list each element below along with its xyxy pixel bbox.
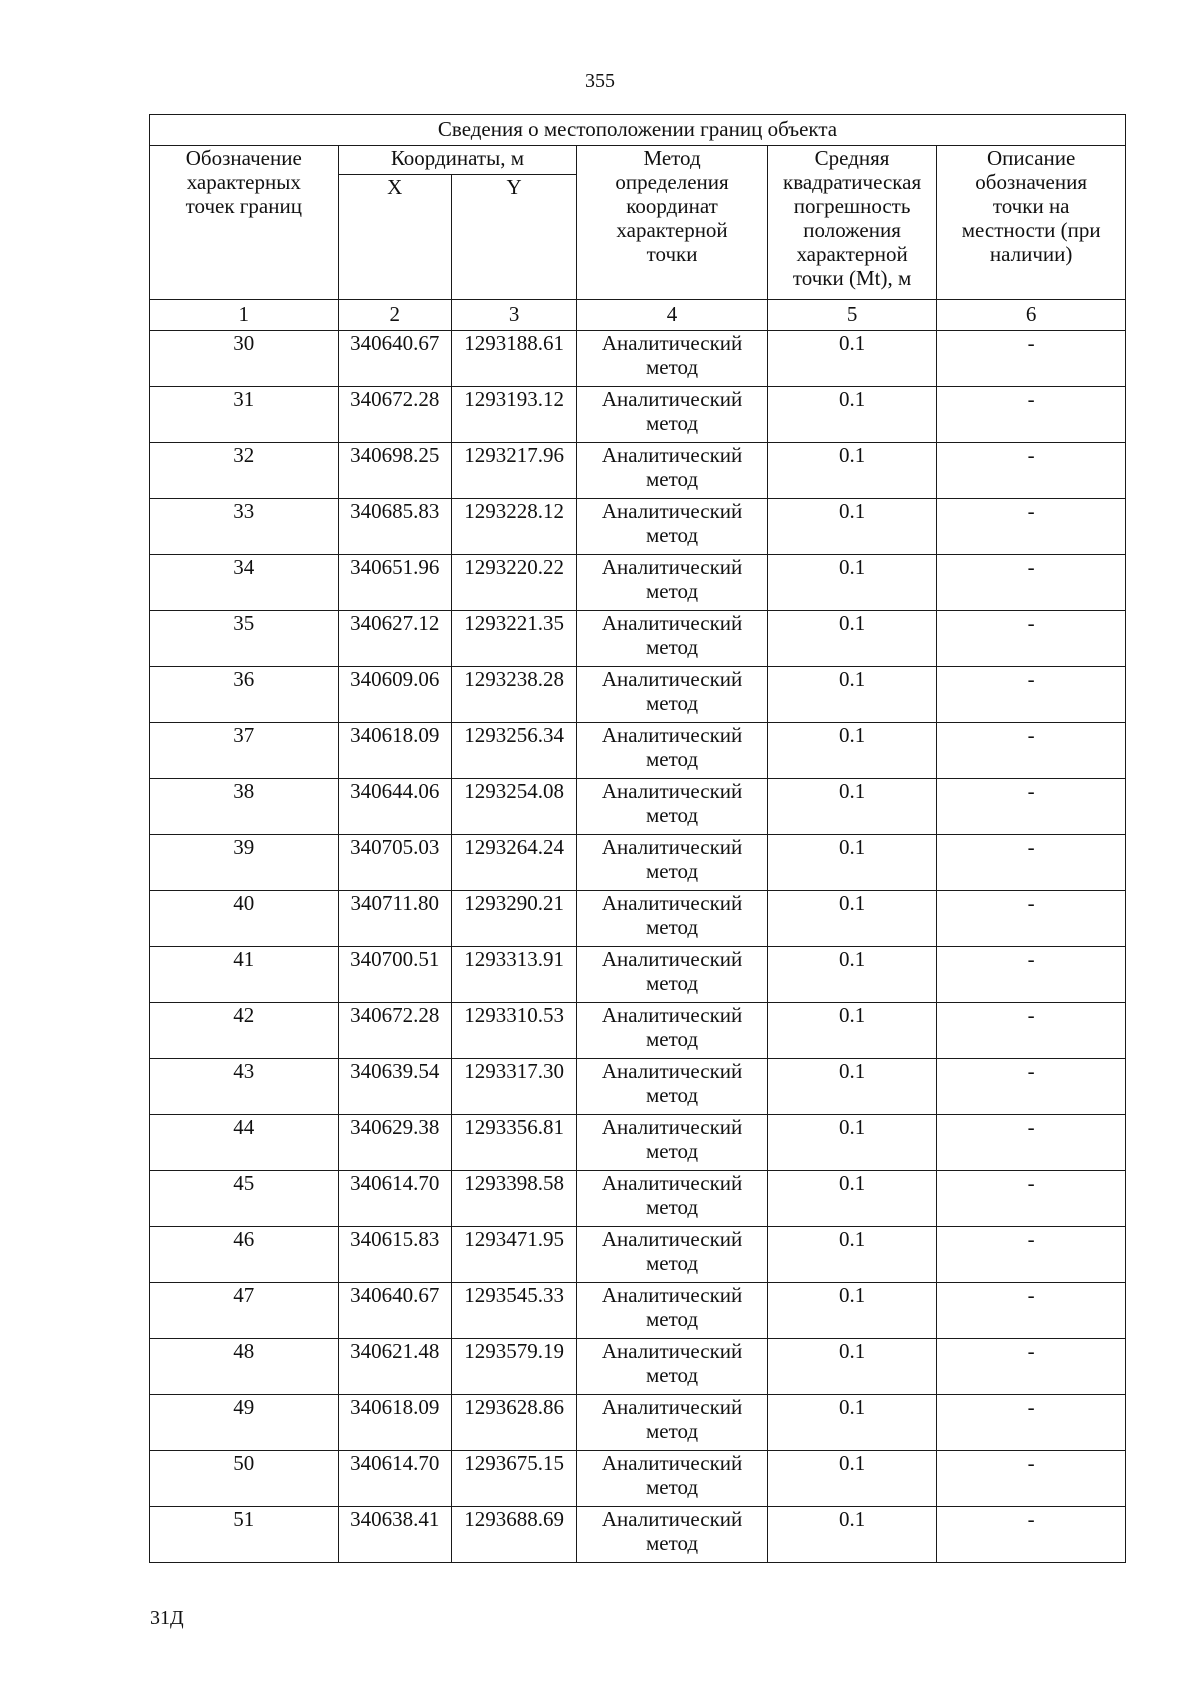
- table-row: [150, 1059, 1126, 1115]
- cell-x: 340651.96: [338, 555, 451, 611]
- cell-y: 1293398.58: [451, 1171, 576, 1227]
- cell-y: 1293256.34: [451, 723, 576, 779]
- cell-method: [577, 947, 768, 1003]
- cell-x: 340711.80: [338, 891, 451, 947]
- cell-method: [577, 1171, 768, 1227]
- cell-point: 50: [150, 1451, 339, 1507]
- cell-point: 37: [150, 723, 339, 779]
- cell-description: -: [937, 667, 1126, 723]
- page-number: 355: [585, 70, 615, 92]
- header-point: [150, 146, 339, 300]
- method-line: метод: [646, 1251, 699, 1275]
- cell-method: [577, 1395, 768, 1451]
- table-row: [150, 1227, 1126, 1283]
- cell-error: 0.1: [767, 331, 937, 387]
- footer-code: 31Д: [150, 1607, 184, 1629]
- cell-x: 340640.67: [338, 331, 451, 387]
- cell-x: 340672.28: [338, 1003, 451, 1059]
- header-line: Описание: [986, 146, 1076, 170]
- cell-method: [577, 555, 768, 611]
- cell-description: -: [937, 387, 1126, 443]
- cell-y: 1293471.95: [451, 1227, 576, 1283]
- cell-point: 31: [150, 387, 339, 443]
- method-line: метод: [646, 1475, 699, 1499]
- cell-y: 1293220.22: [451, 555, 576, 611]
- cell-error: 0.1: [767, 1507, 937, 1563]
- cell-y: 1293317.30: [451, 1059, 576, 1115]
- cell-error: 0.1: [767, 891, 937, 947]
- cell-error: 0.1: [767, 947, 937, 1003]
- cell-point: 47: [150, 1283, 339, 1339]
- column-number: 4: [577, 300, 768, 331]
- table-caption: Сведения о местоположении границ объекта: [150, 115, 1126, 146]
- cell-method: [577, 1115, 768, 1171]
- column-number-row: [150, 300, 1126, 331]
- table-row: [150, 667, 1126, 723]
- method-line: Аналитический: [601, 1451, 743, 1475]
- method-line: метод: [646, 1139, 699, 1163]
- cell-x: 340627.12: [338, 611, 451, 667]
- method-line: Аналитический: [601, 1003, 743, 1027]
- cell-error: 0.1: [767, 387, 937, 443]
- cell-y: 1293228.12: [451, 499, 576, 555]
- cell-description: -: [937, 499, 1126, 555]
- table-row: [150, 1507, 1126, 1563]
- cell-x: 340685.83: [338, 499, 451, 555]
- header-x: X: [338, 175, 451, 300]
- table-row: [150, 723, 1126, 779]
- cell-y: 1293238.28: [451, 667, 576, 723]
- method-line: Аналитический: [601, 723, 743, 747]
- cell-x: 340614.70: [338, 1451, 451, 1507]
- method-line: Аналитический: [601, 1339, 743, 1363]
- cell-description: -: [937, 779, 1126, 835]
- cell-x: 340700.51: [338, 947, 451, 1003]
- cell-description: -: [937, 947, 1126, 1003]
- cell-method: [577, 443, 768, 499]
- cell-description: -: [937, 891, 1126, 947]
- cell-error: 0.1: [767, 1003, 937, 1059]
- method-line: Аналитический: [601, 387, 743, 411]
- cell-point: 44: [150, 1115, 339, 1171]
- method-line: Аналитический: [601, 1171, 743, 1195]
- method-line: Аналитический: [601, 611, 743, 635]
- cell-x: 340615.83: [338, 1227, 451, 1283]
- method-line: метод: [646, 1083, 699, 1107]
- cell-point: 48: [150, 1339, 339, 1395]
- method-line: метод: [646, 1195, 699, 1219]
- cell-point: 36: [150, 667, 339, 723]
- method-line: Аналитический: [601, 947, 743, 971]
- method-line: метод: [646, 915, 699, 939]
- cell-x: 340614.70: [338, 1171, 451, 1227]
- method-line: метод: [646, 523, 699, 547]
- cell-y: 1293688.69: [451, 1507, 576, 1563]
- cell-point: 40: [150, 891, 339, 947]
- method-line: метод: [646, 411, 699, 435]
- cell-y: 1293628.86: [451, 1395, 576, 1451]
- method-line: Аналитический: [601, 331, 743, 355]
- cell-method: [577, 1283, 768, 1339]
- cell-description: -: [937, 1115, 1126, 1171]
- cell-error: 0.1: [767, 667, 937, 723]
- cell-x: 340621.48: [338, 1339, 451, 1395]
- cell-error: 0.1: [767, 1059, 937, 1115]
- cell-description: -: [937, 1227, 1126, 1283]
- method-line: метод: [646, 579, 699, 603]
- table-row: [150, 947, 1126, 1003]
- table-row: [150, 835, 1126, 891]
- cell-point: 46: [150, 1227, 339, 1283]
- cell-point: 51: [150, 1507, 339, 1563]
- header-line: положения: [803, 218, 901, 242]
- header-method: [577, 146, 768, 300]
- method-line: метод: [646, 1419, 699, 1443]
- column-number: 1: [150, 300, 339, 331]
- cell-y: 1293579.19: [451, 1339, 576, 1395]
- header-y: Y: [451, 175, 576, 300]
- table-row: [150, 1451, 1126, 1507]
- cell-point: 41: [150, 947, 339, 1003]
- cell-description: -: [937, 331, 1126, 387]
- cell-y: 1293254.08: [451, 779, 576, 835]
- header-line: обозначения: [975, 170, 1088, 194]
- cell-method: [577, 1451, 768, 1507]
- cell-error: 0.1: [767, 611, 937, 667]
- cell-point: 35: [150, 611, 339, 667]
- cell-point: 32: [150, 443, 339, 499]
- method-line: метод: [646, 1531, 699, 1555]
- header-line: Метод: [643, 146, 701, 170]
- method-line: метод: [646, 1307, 699, 1331]
- method-line: метод: [646, 1027, 699, 1051]
- cell-description: -: [937, 1395, 1126, 1451]
- cell-error: 0.1: [767, 1171, 937, 1227]
- cell-error: 0.1: [767, 1395, 937, 1451]
- table-row: [150, 891, 1126, 947]
- header-line: точки (Mt), м: [792, 266, 912, 290]
- method-line: метод: [646, 1363, 699, 1387]
- cell-x: 340638.41: [338, 1507, 451, 1563]
- cell-error: 0.1: [767, 835, 937, 891]
- cell-x: 340640.67: [338, 1283, 451, 1339]
- cell-description: -: [937, 1283, 1126, 1339]
- column-number: 6: [937, 300, 1126, 331]
- cell-y: 1293193.12: [451, 387, 576, 443]
- cell-point: 38: [150, 779, 339, 835]
- table-row: [150, 1395, 1126, 1451]
- cell-description: -: [937, 611, 1126, 667]
- table-row: [150, 555, 1126, 611]
- cell-method: [577, 667, 768, 723]
- cell-x: 340644.06: [338, 779, 451, 835]
- cell-method: [577, 1059, 768, 1115]
- cell-method: [577, 723, 768, 779]
- header-line: характерных: [186, 170, 301, 194]
- method-line: Аналитический: [601, 1283, 743, 1307]
- cell-x: 340629.38: [338, 1115, 451, 1171]
- method-line: Аналитический: [601, 667, 743, 691]
- cell-y: 1293188.61: [451, 331, 576, 387]
- cell-y: 1293221.35: [451, 611, 576, 667]
- cell-method: [577, 835, 768, 891]
- cell-description: -: [937, 1451, 1126, 1507]
- method-line: Аналитический: [601, 1507, 743, 1531]
- table-row: [150, 499, 1126, 555]
- column-number: 3: [451, 300, 576, 331]
- header-line: координат: [626, 194, 718, 218]
- header-line: Средняя: [814, 146, 890, 170]
- cell-y: 1293545.33: [451, 1283, 576, 1339]
- cell-x: 340672.28: [338, 387, 451, 443]
- cell-y: 1293356.81: [451, 1115, 576, 1171]
- table-row: [150, 611, 1126, 667]
- cell-method: [577, 499, 768, 555]
- method-line: Аналитический: [601, 1115, 743, 1139]
- cell-point: 34: [150, 555, 339, 611]
- cell-method: [577, 1227, 768, 1283]
- cell-description: -: [937, 1339, 1126, 1395]
- header-error: [767, 146, 937, 300]
- method-line: Аналитический: [601, 1227, 743, 1251]
- cell-description: -: [937, 1059, 1126, 1115]
- cell-x: 340705.03: [338, 835, 451, 891]
- cell-y: 1293217.96: [451, 443, 576, 499]
- header-line: наличии): [989, 242, 1073, 266]
- cell-error: 0.1: [767, 1339, 937, 1395]
- header-coordinates: Координаты, м: [338, 146, 577, 175]
- method-line: Аналитический: [601, 443, 743, 467]
- header-line: характерной: [616, 218, 728, 242]
- table-row: [150, 387, 1126, 443]
- cell-x: 340609.06: [338, 667, 451, 723]
- cell-method: [577, 1003, 768, 1059]
- cell-point: 49: [150, 1395, 339, 1451]
- method-line: метод: [646, 691, 699, 715]
- cell-method: [577, 331, 768, 387]
- table-body: [150, 331, 1126, 1563]
- method-line: метод: [646, 635, 699, 659]
- cell-error: 0.1: [767, 1283, 937, 1339]
- table-row: [150, 1115, 1126, 1171]
- table-row: [150, 779, 1126, 835]
- cell-y: 1293313.91: [451, 947, 576, 1003]
- table-row: [150, 443, 1126, 499]
- cell-point: 33: [150, 499, 339, 555]
- method-line: метод: [646, 803, 699, 827]
- method-line: метод: [646, 747, 699, 771]
- column-number: 5: [767, 300, 937, 331]
- cell-x: 340618.09: [338, 723, 451, 779]
- header-line: квадратическая: [783, 170, 922, 194]
- cell-x: 340698.25: [338, 443, 451, 499]
- method-line: Аналитический: [601, 1059, 743, 1083]
- method-line: Аналитический: [601, 1395, 743, 1419]
- cell-error: 0.1: [767, 1115, 937, 1171]
- header-line: точки на: [992, 194, 1070, 218]
- cell-error: 0.1: [767, 1227, 937, 1283]
- cell-error: 0.1: [767, 723, 937, 779]
- cell-error: 0.1: [767, 555, 937, 611]
- header-line: местности (при: [961, 218, 1101, 242]
- header-line: погрешность: [793, 194, 911, 218]
- method-line: метод: [646, 859, 699, 883]
- method-line: Аналитический: [601, 555, 743, 579]
- cell-y: 1293675.15: [451, 1451, 576, 1507]
- method-line: Аналитический: [601, 499, 743, 523]
- cell-y: 1293310.53: [451, 1003, 576, 1059]
- cell-y: 1293290.21: [451, 891, 576, 947]
- header-line: определения: [615, 170, 729, 194]
- cell-error: 0.1: [767, 443, 937, 499]
- cell-description: -: [937, 723, 1126, 779]
- method-line: Аналитический: [601, 779, 743, 803]
- cell-point: 30: [150, 331, 339, 387]
- method-line: Аналитический: [601, 891, 743, 915]
- method-line: Аналитический: [601, 835, 743, 859]
- cell-point: 39: [150, 835, 339, 891]
- header-line: характерной: [796, 242, 908, 266]
- cell-error: 0.1: [767, 1451, 937, 1507]
- method-line: метод: [646, 467, 699, 491]
- cell-x: 340639.54: [338, 1059, 451, 1115]
- table-row: [150, 1003, 1126, 1059]
- cell-description: -: [937, 1507, 1126, 1563]
- cell-description: -: [937, 555, 1126, 611]
- table-row: [150, 1339, 1126, 1395]
- cell-method: [577, 611, 768, 667]
- column-number: 2: [338, 300, 451, 331]
- cell-description: -: [937, 1171, 1126, 1227]
- boundary-coordinates-table: [149, 114, 1126, 1563]
- cell-description: -: [937, 443, 1126, 499]
- cell-method: [577, 891, 768, 947]
- cell-error: 0.1: [767, 779, 937, 835]
- header-line: точек границ: [185, 194, 302, 218]
- cell-method: [577, 387, 768, 443]
- cell-method: [577, 779, 768, 835]
- cell-description: -: [937, 1003, 1126, 1059]
- table-row: [150, 1283, 1126, 1339]
- header-line: точки: [646, 242, 698, 266]
- cell-description: -: [937, 835, 1126, 891]
- cell-y: 1293264.24: [451, 835, 576, 891]
- method-line: метод: [646, 355, 699, 379]
- header-line: Обозначение: [185, 146, 302, 170]
- cell-error: 0.1: [767, 499, 937, 555]
- cell-point: 42: [150, 1003, 339, 1059]
- cell-x: 340618.09: [338, 1395, 451, 1451]
- table-row: [150, 331, 1126, 387]
- cell-point: 43: [150, 1059, 339, 1115]
- cell-method: [577, 1339, 768, 1395]
- table-row: [150, 1171, 1126, 1227]
- cell-point: 45: [150, 1171, 339, 1227]
- header-description: [937, 146, 1126, 300]
- method-line: метод: [646, 971, 699, 995]
- cell-method: [577, 1507, 768, 1563]
